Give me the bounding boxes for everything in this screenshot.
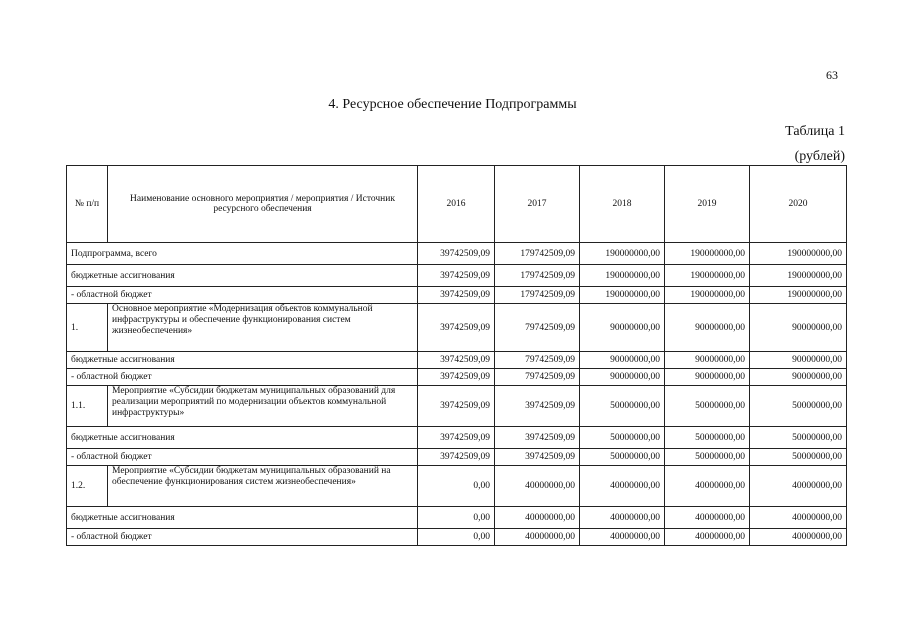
row-value: 190000000,00 <box>580 265 665 287</box>
row-value: 39742509,09 <box>418 265 495 287</box>
header-year: 2016 <box>418 166 495 243</box>
row-value: 50000000,00 <box>665 449 750 466</box>
row-value: 39742509,09 <box>495 386 580 427</box>
row-value: 50000000,00 <box>580 449 665 466</box>
row-value: 190000000,00 <box>750 243 847 265</box>
row-value: 50000000,00 <box>665 386 750 427</box>
row-value: 90000000,00 <box>750 304 847 352</box>
row-name: бюджетные ассигнования <box>67 265 418 287</box>
row-value: 190000000,00 <box>750 287 847 304</box>
row-value: 190000000,00 <box>580 287 665 304</box>
resource-table <box>66 165 847 546</box>
header-year: 2017 <box>495 166 580 243</box>
row-value: 50000000,00 <box>665 427 750 449</box>
table-row <box>67 287 847 304</box>
row-value: 39742509,09 <box>418 287 495 304</box>
row-value: 90000000,00 <box>750 352 847 369</box>
row-value: 79742509,09 <box>495 352 580 369</box>
row-value: 39742509,09 <box>418 304 495 352</box>
row-value: 90000000,00 <box>580 369 665 386</box>
row-value: 0,00 <box>418 529 495 546</box>
row-value: 179742509,09 <box>495 287 580 304</box>
row-value: 39742509,09 <box>495 449 580 466</box>
table-row <box>67 427 847 449</box>
header-row <box>67 166 847 243</box>
row-value: 39742509,09 <box>418 243 495 265</box>
row-name: Мероприятие «Субсидии бюджетам муниципальных образований для реализации мероприятий по модернизации объектов коммунальной инфраструктуры» <box>108 386 418 427</box>
row-name: - областной бюджет <box>67 287 418 304</box>
row-value: 90000000,00 <box>665 352 750 369</box>
header-year: 2020 <box>750 166 847 243</box>
row-value: 39742509,09 <box>418 369 495 386</box>
table-row <box>67 304 847 352</box>
row-value: 179742509,09 <box>495 265 580 287</box>
table-row <box>67 265 847 287</box>
row-value: 79742509,09 <box>495 304 580 352</box>
row-value: 40000000,00 <box>750 529 847 546</box>
row-value: 40000000,00 <box>580 507 665 529</box>
row-name: бюджетные ассигнования <box>67 352 418 369</box>
row-value: 50000000,00 <box>580 427 665 449</box>
currency-note: (рублей) <box>794 149 845 164</box>
row-value: 90000000,00 <box>750 369 847 386</box>
row-value: 50000000,00 <box>750 449 847 466</box>
row-name: бюджетные ассигнования <box>67 507 418 529</box>
table-row <box>67 449 847 466</box>
row-name: - областной бюджет <box>67 449 418 466</box>
page-number: 63 <box>826 68 838 82</box>
table-row <box>67 369 847 386</box>
row-value: 0,00 <box>418 466 495 507</box>
table-body <box>67 243 847 546</box>
row-value: 90000000,00 <box>580 304 665 352</box>
row-name: Основное мероприятие «Модернизация объектов коммунальной инфраструктуры и обеспечение функционирования систем жизнеобеспечения» <box>108 304 418 352</box>
table-row <box>67 529 847 546</box>
table-row <box>67 386 847 427</box>
row-value: 90000000,00 <box>665 304 750 352</box>
row-value: 40000000,00 <box>495 529 580 546</box>
row-number: 1. <box>67 304 108 352</box>
row-value: 40000000,00 <box>665 507 750 529</box>
row-name: Подпрограмма, всего <box>67 243 418 265</box>
row-value: 0,00 <box>418 507 495 529</box>
row-value: 50000000,00 <box>580 386 665 427</box>
row-name: - областной бюджет <box>67 529 418 546</box>
row-value: 40000000,00 <box>750 507 847 529</box>
row-name: бюджетные ассигнования <box>67 427 418 449</box>
row-value: 39742509,09 <box>418 386 495 427</box>
header-name: Наименование основного мероприятия / мероприятия / Источник ресурсного обеспечения <box>108 166 418 243</box>
row-number: 1.1. <box>67 386 108 427</box>
header-number: № п/п <box>67 166 108 243</box>
row-value: 40000000,00 <box>580 529 665 546</box>
row-value: 190000000,00 <box>665 287 750 304</box>
row-value: 39742509,09 <box>495 427 580 449</box>
table-row <box>67 466 847 507</box>
table-row <box>67 352 847 369</box>
header-year: 2019 <box>665 166 750 243</box>
row-value: 190000000,00 <box>665 265 750 287</box>
section-title: 4. Ресурсное обеспечение Подпрограммы <box>328 97 577 112</box>
row-value: 50000000,00 <box>750 427 847 449</box>
row-value: 40000000,00 <box>495 466 580 507</box>
row-value: 190000000,00 <box>580 243 665 265</box>
row-value: 40000000,00 <box>665 466 750 507</box>
row-value: 90000000,00 <box>580 352 665 369</box>
row-value: 79742509,09 <box>495 369 580 386</box>
row-value: 190000000,00 <box>750 265 847 287</box>
row-value: 40000000,00 <box>580 466 665 507</box>
row-value: 50000000,00 <box>750 386 847 427</box>
table-row <box>67 243 847 265</box>
row-value: 90000000,00 <box>665 369 750 386</box>
row-value: 39742509,09 <box>418 449 495 466</box>
header-year: 2018 <box>580 166 665 243</box>
table-caption: Таблица 1 <box>785 124 845 139</box>
table-row <box>67 507 847 529</box>
row-value: 40000000,00 <box>495 507 580 529</box>
row-name: - областной бюджет <box>67 369 418 386</box>
row-value: 39742509,09 <box>418 352 495 369</box>
row-number: 1.2. <box>67 466 108 507</box>
row-value: 179742509,09 <box>495 243 580 265</box>
row-name: Мероприятие «Субсидии бюджетам муниципальных образований на обеспечение функционирования систем жизнеобеспечения» <box>108 466 418 507</box>
row-value: 40000000,00 <box>750 466 847 507</box>
row-value: 40000000,00 <box>665 529 750 546</box>
row-value: 190000000,00 <box>665 243 750 265</box>
row-value: 39742509,09 <box>418 427 495 449</box>
